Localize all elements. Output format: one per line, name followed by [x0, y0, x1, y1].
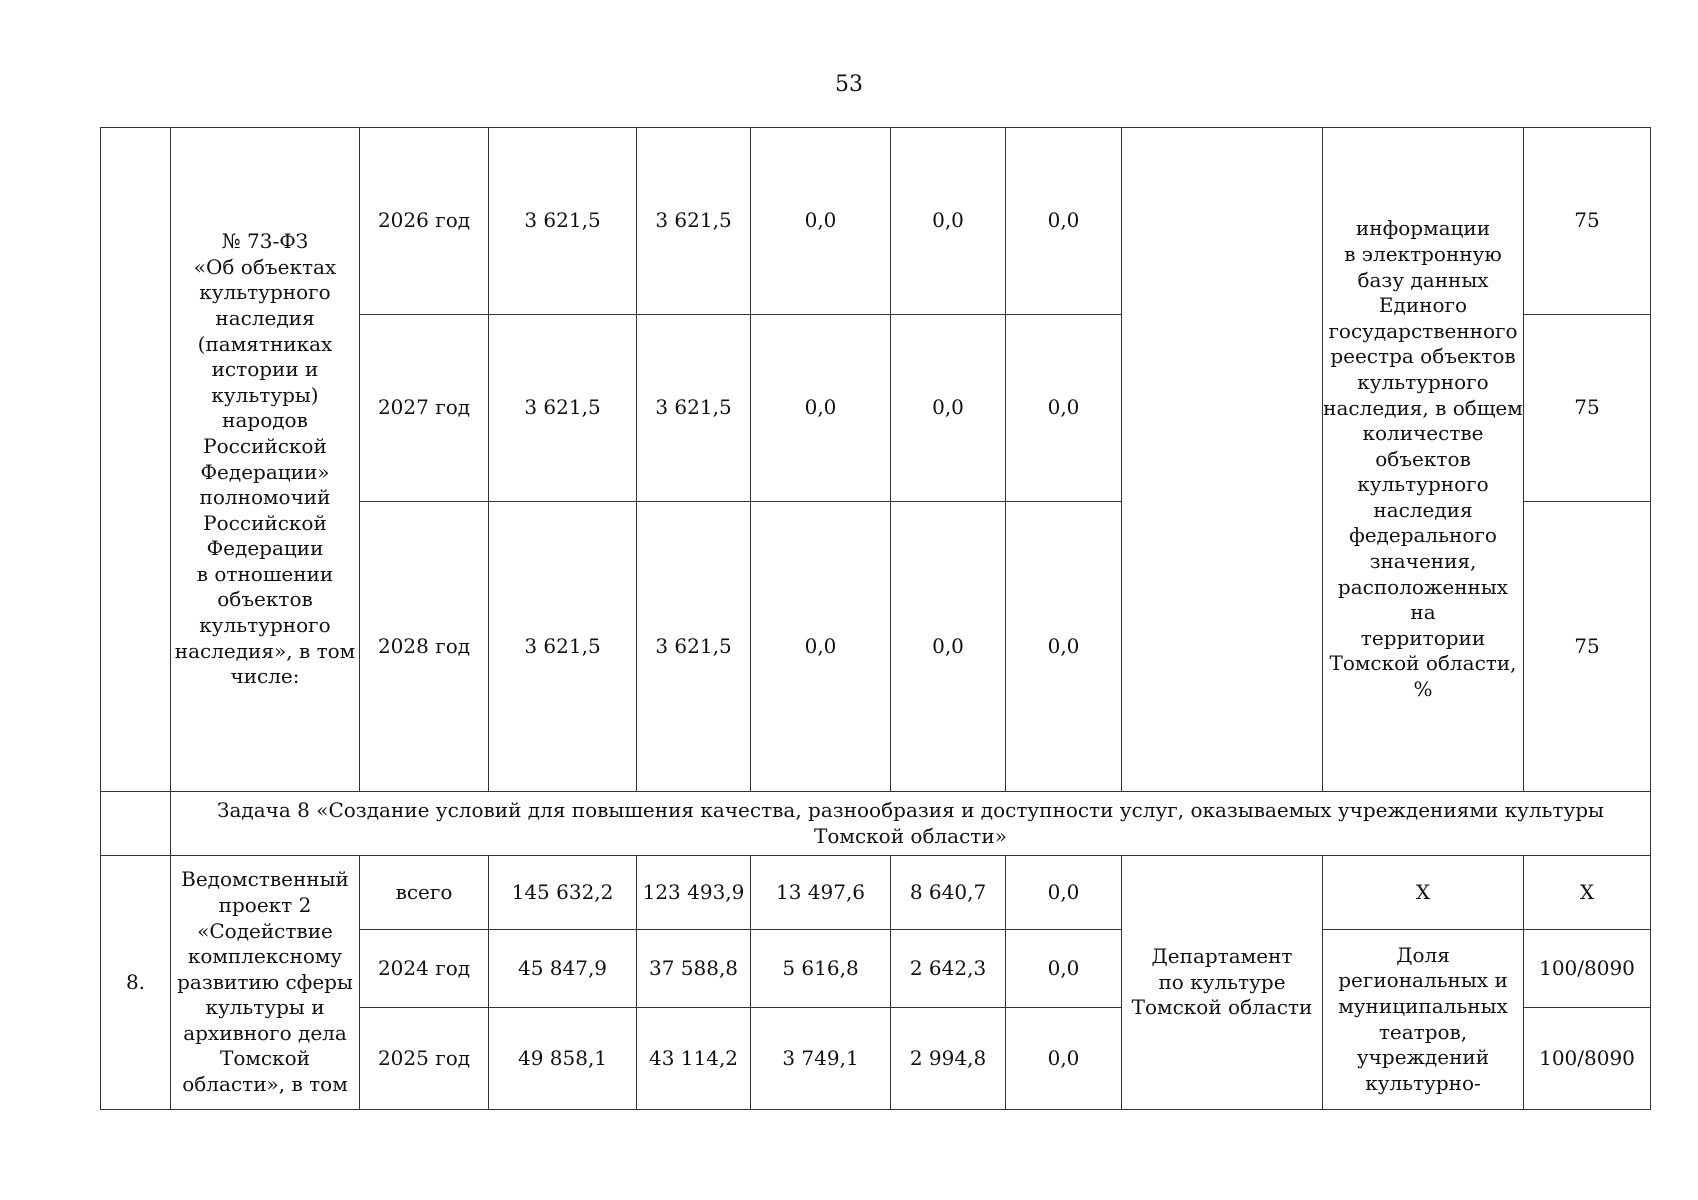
funding-cell: 3 621,5 — [637, 128, 751, 315]
project-name-cell: Ведомственный проект 2 «Содействие комплексному развитию сферы культуры и архивного дела Томской области», в том — [171, 856, 360, 1110]
event-name-cell: № 73-ФЗ «Об объектах культурного наследия (памятниках истории и культуры) народов Российской Федерации» полномочий Российской Федерации в отношении объектов культурного наследия», в том числе: — [171, 128, 360, 792]
funding-cell: 3 621,5 — [637, 315, 751, 502]
indicator-value-cell: 75 — [1524, 315, 1651, 502]
total-cell: 3 621,5 — [489, 502, 637, 792]
funding-cell: 0,0 — [751, 128, 891, 315]
period-cell: 2024 год — [360, 930, 489, 1008]
funding-cell: 0,0 — [751, 315, 891, 502]
total-cell: 3 621,5 — [489, 315, 637, 502]
indicator-name-cell: Доля региональных и муниципальных театров, учреждений культурно- — [1323, 930, 1524, 1110]
funding-cell: 0,0 — [1006, 856, 1122, 930]
period-cell: всего — [360, 856, 489, 930]
funding-cell: 2 642,3 — [891, 930, 1006, 1008]
funding-cell: 37 588,8 — [637, 930, 751, 1008]
funding-cell: 123 493,9 — [637, 856, 751, 930]
funding-cell: 2 994,8 — [891, 1008, 1006, 1110]
funding-cell: 0,0 — [1006, 930, 1122, 1008]
executor-cell — [1122, 128, 1323, 792]
indicator-name-cell: Х — [1323, 856, 1524, 930]
indicator-value-cell: 75 — [1524, 128, 1651, 315]
total-cell: 3 621,5 — [489, 128, 637, 315]
task-title: Задача 8 «Создание условий для повышения качества, разнообразия и доступности услуг, оказываемых учреждениями культуры Томской области» — [171, 792, 1651, 856]
funding-cell: 5 616,8 — [751, 930, 891, 1008]
indicator-value-cell: 100/8090 — [1524, 1008, 1651, 1110]
page-number: 53 — [835, 72, 863, 97]
funding-cell: 0,0 — [1006, 128, 1122, 315]
funding-cell: 0,0 — [891, 502, 1006, 792]
funding-cell: 3 749,1 — [751, 1008, 891, 1110]
funding-cell: 0,0 — [1006, 1008, 1122, 1110]
period-cell: 2027 год — [360, 315, 489, 502]
funding-cell: 0,0 — [891, 128, 1006, 315]
indicator-value-cell: 100/8090 — [1524, 930, 1651, 1008]
funding-cell: 3 621,5 — [637, 502, 751, 792]
indicator-name-cell: информации в электронную базу данных Единого государственного реестра объектов культурного наследия, в общем количестве объектов культурного наследия федерального значения, расположенных на территории Томской области, % — [1323, 128, 1524, 792]
table-row — [101, 128, 1651, 315]
total-cell: 145 632,2 — [489, 856, 637, 930]
row-number-cell — [101, 128, 171, 792]
row-number: 8. — [101, 856, 171, 1110]
funding-cell: 0,0 — [891, 315, 1006, 502]
period-cell: 2026 год — [360, 128, 489, 315]
funding-cell: 8 640,7 — [891, 856, 1006, 930]
task-row — [101, 792, 1651, 856]
indicator-value-cell: 75 — [1524, 502, 1651, 792]
executor-cell: Департамент по культуре Томской области — [1122, 856, 1323, 1110]
total-cell: 45 847,9 — [489, 930, 637, 1008]
period-cell: 2025 год — [360, 1008, 489, 1110]
funding-cell: 0,0 — [751, 502, 891, 792]
funding-cell: 0,0 — [1006, 315, 1122, 502]
program-table — [100, 127, 1651, 1110]
table-row — [101, 856, 1651, 930]
funding-cell: 43 114,2 — [637, 1008, 751, 1110]
period-cell: 2028 год — [360, 502, 489, 792]
total-cell: 49 858,1 — [489, 1008, 637, 1110]
funding-cell: 13 497,6 — [751, 856, 891, 930]
row-number-cell — [101, 792, 171, 856]
indicator-value-cell: Х — [1524, 856, 1651, 930]
funding-cell: 0,0 — [1006, 502, 1122, 792]
